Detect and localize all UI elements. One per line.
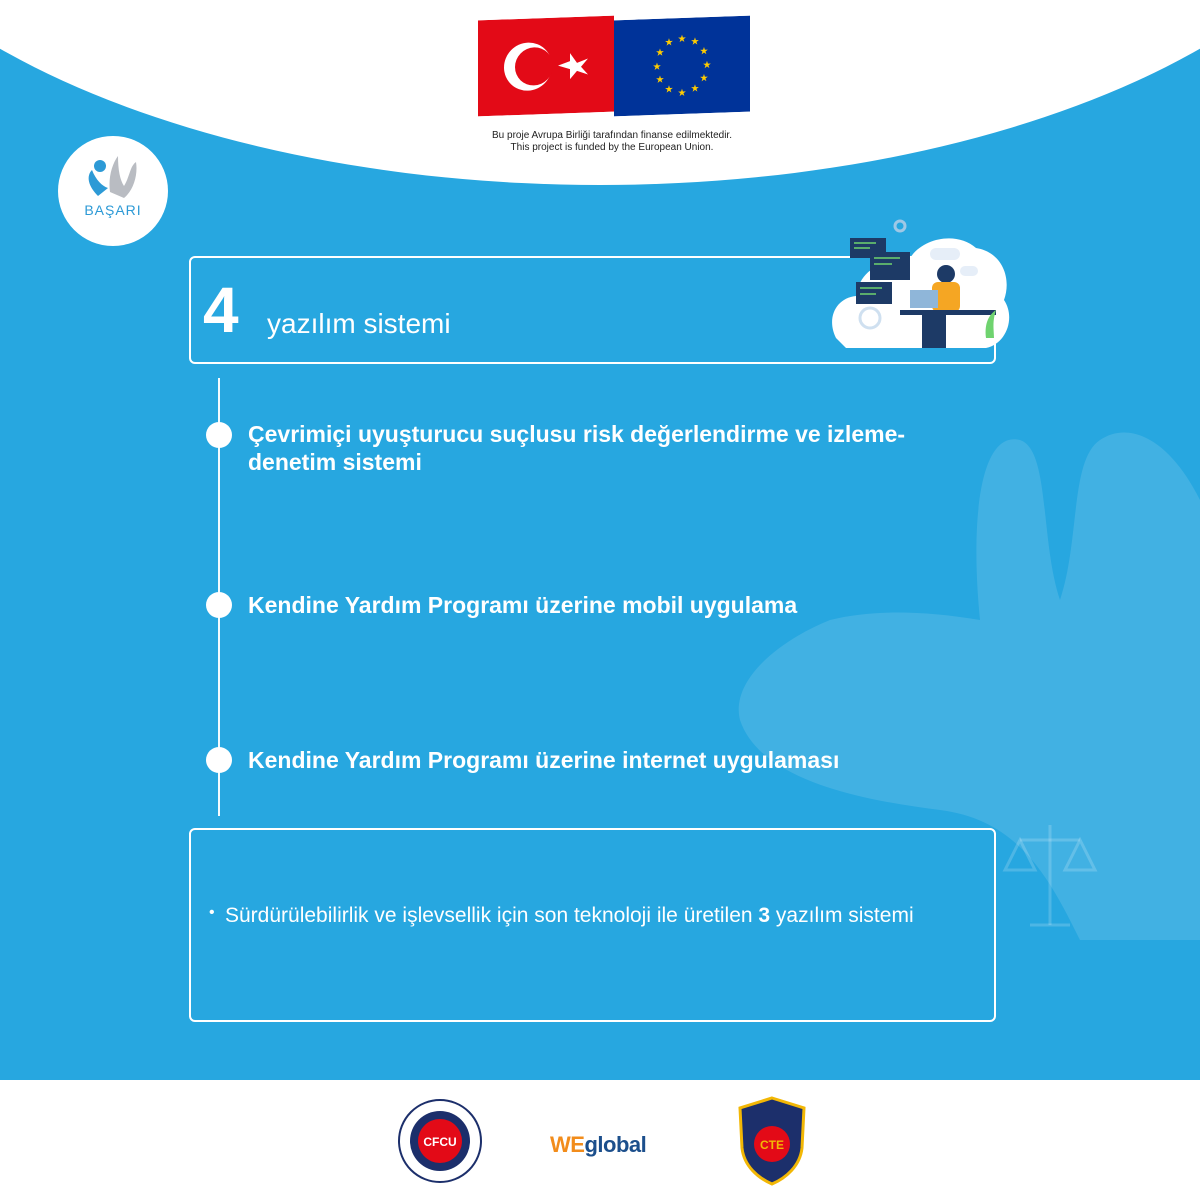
- timeline-dot: [206, 747, 232, 773]
- programmer-illustration-icon: [826, 218, 1012, 360]
- svg-text:★: ★: [664, 37, 674, 49]
- svg-text:★: ★: [664, 84, 674, 96]
- svg-text:★: ★: [655, 47, 665, 59]
- eu-flag-icon: [614, 16, 750, 117]
- basari-logo: [58, 136, 168, 246]
- svg-text:★: ★: [699, 73, 709, 85]
- list-item: Kendine Yardım Programı üzerine internet uygulaması: [248, 747, 840, 773]
- summary-count: 3: [758, 904, 771, 927]
- cfcu-seal-icon: [397, 1098, 483, 1184]
- summary-box: [189, 828, 996, 1022]
- summary-bullet: •: [209, 904, 215, 921]
- svg-text:★: ★: [677, 87, 687, 100]
- title-number: 4: [203, 274, 239, 346]
- summary-text-end: yazılım sistemi: [770, 904, 914, 927]
- timeline-dot: [206, 422, 232, 448]
- weglobal-global: global: [584, 1132, 647, 1157]
- funding-notice: [400, 130, 824, 154]
- timeline-dot: [206, 592, 232, 618]
- summary-text-start: Sürdürülebilirlik ve işlevsellik için son teknoloji ile üretilen: [225, 904, 759, 927]
- weglobal-logo: [550, 1132, 646, 1158]
- basari-logo-text: BAŞARI: [84, 202, 142, 218]
- footer: [0, 1080, 1200, 1200]
- list-item: Kendine Yardım Programı üzerine mobil uygulama: [248, 592, 798, 618]
- basari-logo-icon: [58, 136, 168, 246]
- svg-text:★: ★: [655, 74, 665, 86]
- cte-text: CTE: [760, 1138, 784, 1152]
- funding-line-tr: Bu proje Avrupa Birliği tarafından finanse edilmektedir.: [492, 130, 732, 141]
- title-text: yazılım sistemi: [267, 308, 451, 339]
- summary-text: [225, 902, 985, 930]
- funding-line-en: This project is funded by the European Union.: [510, 142, 714, 153]
- list-item: Çevrimiçi uyuşturucu suçlusu risk değerlendirme ve izleme-denetim sistemi: [248, 421, 906, 475]
- svg-text:★: ★: [690, 83, 700, 95]
- turkey-flag-icon: [478, 16, 614, 117]
- cte-shield-icon: [736, 1096, 808, 1186]
- svg-text:★: ★: [652, 61, 662, 74]
- svg-text:★: ★: [690, 36, 700, 48]
- cfcu-text: CFCU: [423, 1135, 457, 1149]
- weglobal-we: WE: [550, 1132, 585, 1157]
- svg-text:★: ★: [677, 33, 687, 46]
- svg-text:★: ★: [699, 46, 709, 58]
- svg-text:★: ★: [702, 59, 712, 72]
